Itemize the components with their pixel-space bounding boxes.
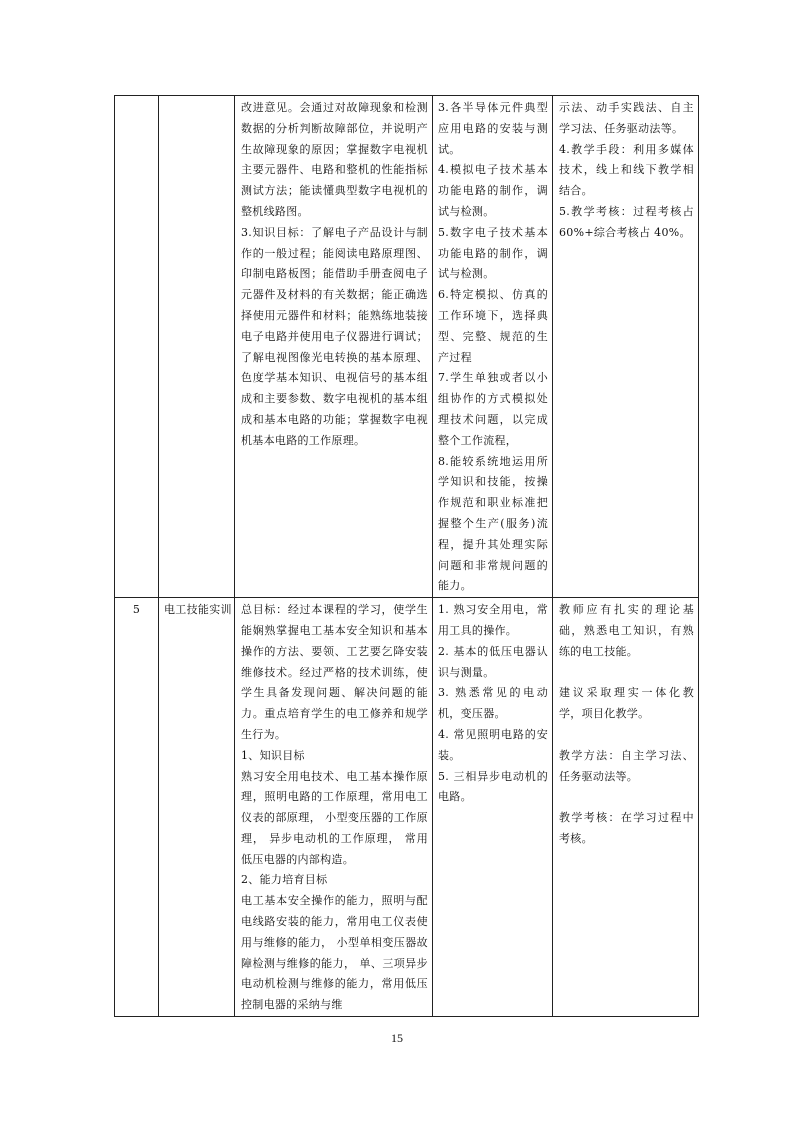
course-objectives-cell <box>235 96 433 598</box>
table-row-continued <box>115 96 699 598</box>
objectives-paragraph: 总目标：经过本课程的学习，使学生能娴熟掌握电工基本安全知识和基本操作的方法、要领、工艺要乞降安装维修技术。经过严格的技术训练，使学生具备发现问题、解决问题的能力。重点培育学生的电工修养和规学生行为。 <box>241 603 428 741</box>
content-item: 1. 熟习安全用电，常用工具的操作。 <box>438 603 548 637</box>
objectives-paragraph: 熟习安全用电技术、电工基本操作原理，照明电路的工作原理，常用电工仪表的部原理， 小型变压器的工作原理， 异步电动机的工作原理， 常用低压电器的内部构造。 <box>241 769 428 866</box>
objectives-paragraph: 3.知识目标：了解电子产品设计与制作的一般过程；能阅读电路原理图、印制电路板图；能借助手册查阅电子元器件及材料的有关数据；能正确选择使用元器件和材料；能熟练地装接电子电路并使用电子仪器进行调试；了解电视图像光电转换的基本原理、色度学基本知识、电视信号的基本组成和主要参数、数字电视机的基本组成和基本电路的功能；掌握数字电视机基本电路的工作原理。 <box>241 225 428 447</box>
course-name-cell <box>159 96 235 598</box>
content-item: 8.能较系统地运用所学知识和技能，按操作规范和职业标准把握整个生产(服务)流程，提升其处理实际问题和非常规问题的能力。 <box>438 454 548 593</box>
course-content-cell <box>433 96 553 598</box>
content-item: 5.数字电子技术基本功能电路的制作，调试与检测。 <box>438 225 548 281</box>
content-item: 6.特定模拟、仿真的工作环境下，选择典型、完整、规范的生产过程 <box>438 288 548 364</box>
table-row <box>115 598 699 1017</box>
paragraph-spacer <box>559 787 694 808</box>
requirements-item: 4.教学手段：利用多媒体技术，线上和线下教学相结合。 <box>559 142 694 198</box>
course-number-cell: 5 <box>115 598 159 1017</box>
teaching-requirements-cell <box>553 96 699 598</box>
content-item: 4. 常见照明电路的安装。 <box>438 727 548 762</box>
objectives-paragraph: 电工基本安全操作的能力，照明与配电线路安装的能力，常用电工仪表使用与维修的能力， 小型单相变压器故障检测与维修的能力， 单、三项异步电动机检测与维修的能力，常用低压控制电器的采纳与维 <box>241 894 428 1012</box>
objectives-heading: 2、能力培育目标 <box>241 873 328 887</box>
course-objectives-cell <box>235 598 433 1017</box>
paragraph-spacer <box>559 663 694 684</box>
paragraph-spacer <box>559 725 694 746</box>
course-name-cell: 电工技能实训 <box>159 598 235 1017</box>
content-item: 4.模拟电子技术基本功能电路的制作，调试与检测。 <box>438 163 548 218</box>
requirements-item: 5.教学考核：过程考核占60%+综合考核占 40%。 <box>559 204 694 239</box>
course-table <box>114 95 699 1017</box>
requirements-item: 建议采取理实一体化教学，项目化教学。 <box>559 686 694 721</box>
teaching-requirements-cell <box>553 598 699 1017</box>
content-item: 3. 熟悉常见的电动机，变压器。 <box>438 686 548 721</box>
content-item: 7.学生单独或者以小组协作的方式模拟处理技术问题，以完成整个工作流程， <box>438 371 548 447</box>
requirements-item: 教学方法：自主学习法、任务驱动法等。 <box>559 748 694 783</box>
requirements-item: 教学考核：在学习过程中考核。 <box>559 811 694 845</box>
content-item: 3.各半导体元件典型应用电路的安装与测试。 <box>438 101 548 156</box>
course-content-cell <box>433 598 553 1017</box>
requirements-item: 教师应有扎实的理论基础，熟悉电工知识，有熟练的电工技能。 <box>559 603 694 658</box>
content-item: 5. 三相异步电动机的电路。 <box>438 769 548 804</box>
course-number-cell <box>115 96 159 598</box>
requirements-item: 示法、动手实践法、自主学习法、任务驱动法等。 <box>559 101 694 135</box>
objectives-paragraph: 改进意见。会通过对故障现象和检测数据的分析判断故障部位，并说明产生故障现象的原因；掌握数字电视机主要元器件、电路和整机的性能指标测试方法；能读懂典型数字电视机的整机线路图。 <box>241 101 428 218</box>
objectives-heading: 1、知识目标 <box>241 748 305 762</box>
page-number: 15 <box>391 1031 403 1045</box>
content-item: 2. 基本的低压电器认识与测量。 <box>438 644 548 679</box>
